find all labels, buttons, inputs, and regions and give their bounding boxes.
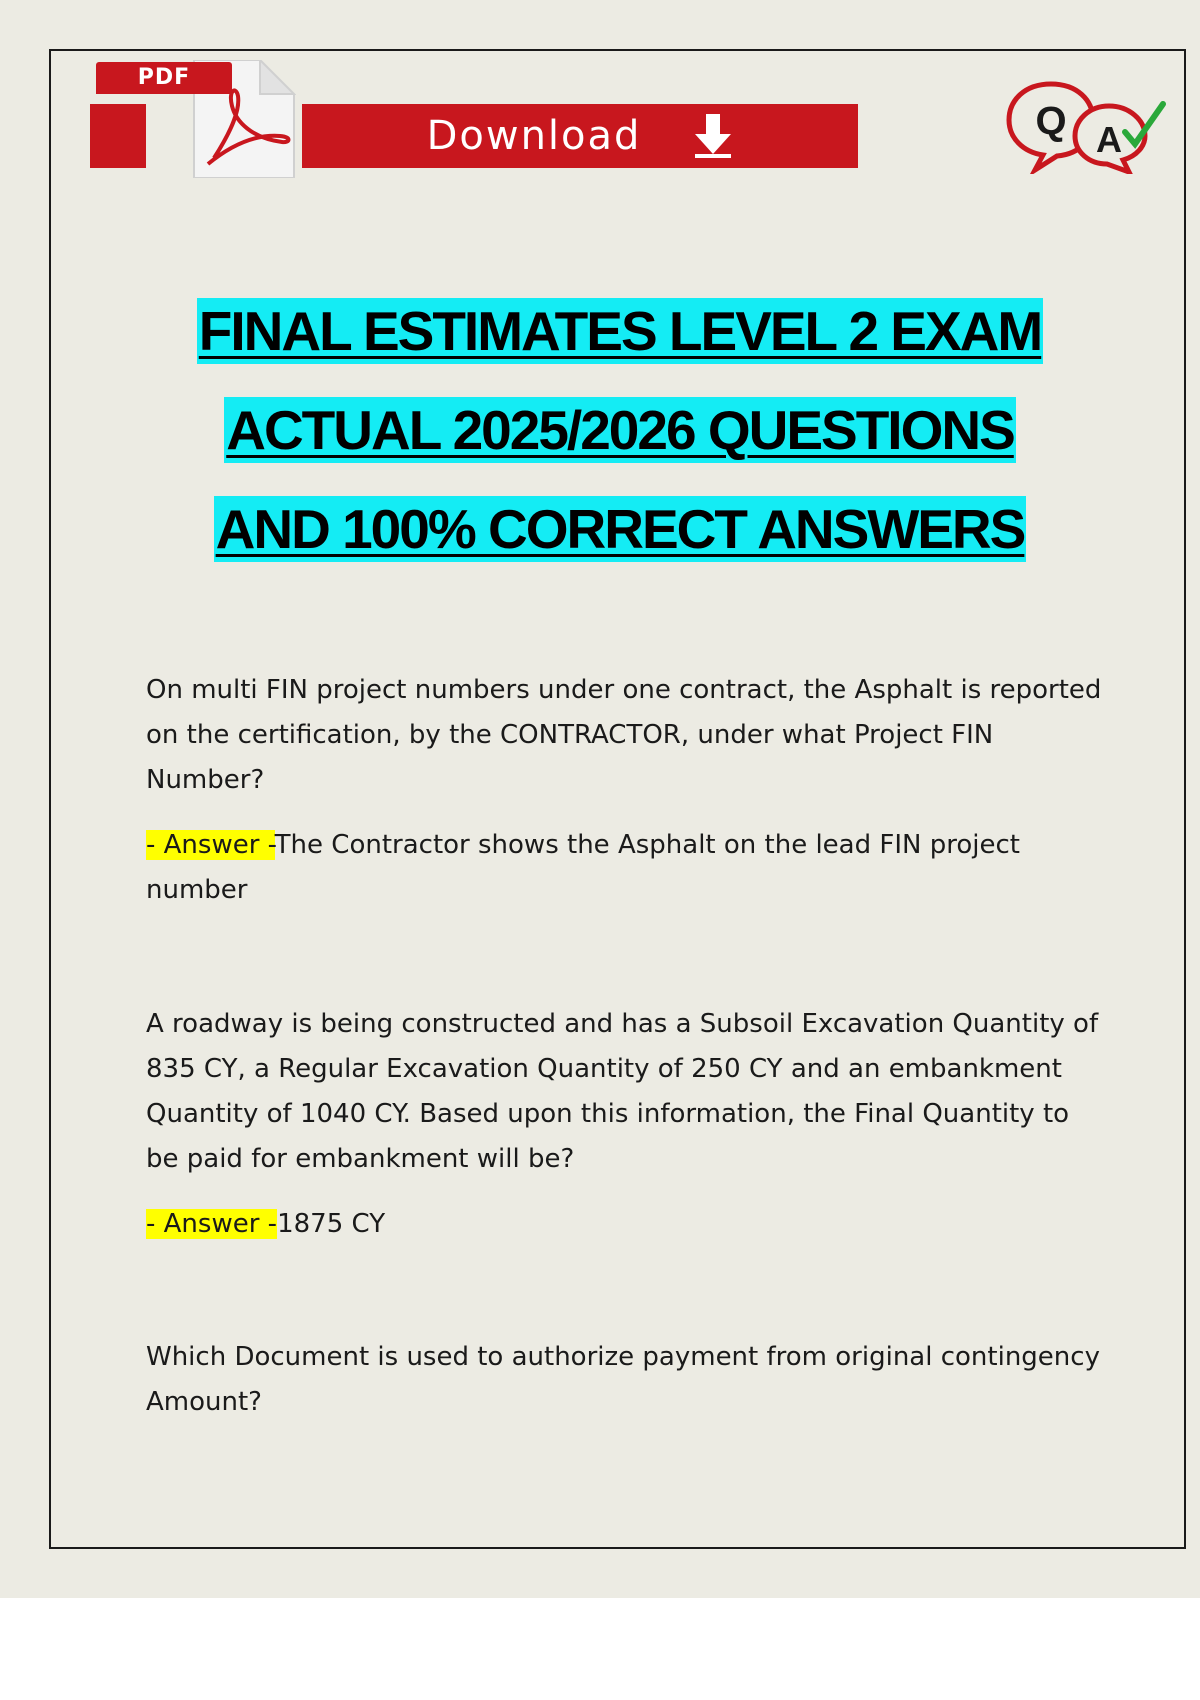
title-line-2: ACTUAL 2025/2026 QUESTIONS xyxy=(226,399,1014,461)
qa-logo-q: Q xyxy=(1035,99,1067,143)
answer-text xyxy=(146,823,1106,913)
download-button[interactable] xyxy=(302,104,858,168)
answer-value: 1875 CY xyxy=(277,1209,386,1239)
download-banner[interactable] xyxy=(90,60,860,180)
question-text: A roadway is being constructed and has a Subsoil Excavation Quantity of 835 CY, a Regular Excavation Quantity of 250 CY and an embankment Quantity of 1040 CY. Based upon this information, the Final Quantity to be paid for embankment will be? xyxy=(146,1009,1099,1174)
title-line-1: FINAL ESTIMATES LEVEL 2 EXAM xyxy=(198,300,1042,362)
answer-tag: - Answer - xyxy=(146,1209,278,1239)
qa-logo-icon xyxy=(1005,78,1167,174)
qa-item-1 xyxy=(146,668,1106,913)
qa-item-2 xyxy=(146,1002,1106,1247)
answer-value: The Contractor shows the Asphalt on the lead FIN project number xyxy=(146,830,1020,905)
title-line-3: AND 100% CORRECT ANSWERS xyxy=(215,498,1025,560)
document-title xyxy=(60,298,1180,595)
question-text: Which Document is used to authorize payment from original contingency Amount? xyxy=(146,1342,1100,1417)
question-text: On multi FIN project numbers under one contract, the Asphalt is reported on the certification, by the CONTRACTOR, under what Project FIN Number? xyxy=(146,675,1102,795)
download-arrow-icon xyxy=(693,114,733,158)
download-label: Download xyxy=(426,113,642,159)
banner-left-bar xyxy=(90,104,146,168)
qa-item-3 xyxy=(146,1335,1106,1425)
answer-text xyxy=(146,1202,1106,1247)
pdf-label: PDF xyxy=(96,62,232,94)
qa-logo-a: A xyxy=(1096,119,1122,160)
answer-tag: - Answer - xyxy=(146,830,275,860)
